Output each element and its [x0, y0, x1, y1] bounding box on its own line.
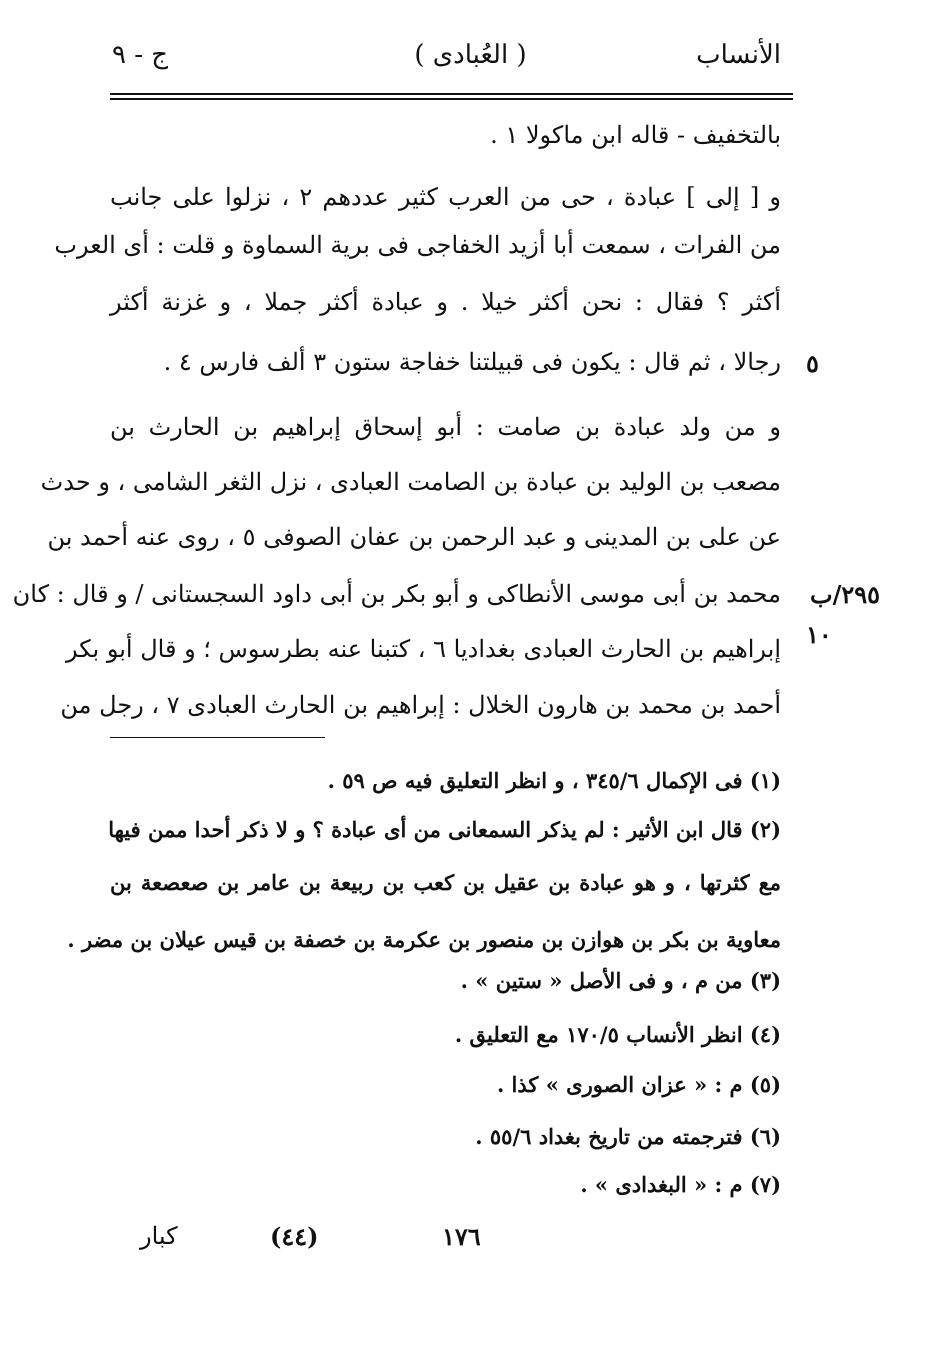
footnote-6: (٦) فترجمته من تاريخ بغداد ٥٥/٦ . — [475, 1124, 781, 1149]
body-line-8: عن على بن المدينى و عبد الرحمن بن عفان الصوفى ٥ ، روى عنه أحمد بن — [47, 523, 781, 551]
footnote-separator — [110, 737, 325, 738]
footnote-2: (٢) قال ابن الأثير : لم يذكر السمعانى من أى عبادة ؟ و لا ذكر أحدا ممن فيها — [108, 817, 781, 842]
body-line-10: إبراهيم بن الحارث العبادى بغداديا ٦ ، كتبنا عنه بطرسوس ؛ و قال أبو بكر — [66, 635, 781, 663]
footnote-2-cont-1: مع كثرتها ، و هو عبادة بن عقيل بن كعب بن ربيعة بن عامر بن صعصعة بن — [110, 870, 781, 895]
sheet-number: (٤٤) — [270, 1222, 319, 1251]
body-line-3: من الفرات ، سمعت أبا أزيد الخفاجى فى برية السماوة و قلت : أى العرب — [54, 231, 781, 259]
body-line-2: و [ إلى ] عبادة ، حى من العرب كثير عددهم ٢ ، نزلوا على جانب — [110, 183, 781, 211]
margin-line-5: ٥ — [806, 349, 819, 378]
volume-number: ج - ٩ — [112, 40, 169, 70]
footnote-4: (٤) انظر الأنساب ١٧٠/٥ مع التعليق . — [454, 1022, 781, 1047]
body-line-7: مصعب بن الوليد بن عبادة بن الصامت العبادى ، نزل الثغر الشامى ، و حدث — [40, 468, 781, 496]
footnote-7: (٧) م : « البغدادى » . — [580, 1172, 781, 1197]
body-line-9: محمد بن أبى موسى الأنطاكى و أبو بكر بن أبى داود السجستانى / و قال : كان — [12, 580, 781, 608]
margin-line-10: ١٠ — [806, 620, 832, 649]
header-rule-bottom — [110, 98, 793, 100]
signature-word: كبار — [140, 1222, 178, 1250]
footnote-5: (٥) م : « عزان الصورى » كذا . — [496, 1072, 781, 1097]
body-line-6: و من ولد عبادة بن صامت : أبو إسحاق إبراهيم بن الحارث بن — [110, 413, 781, 441]
page-number: ١٧٦ — [442, 1222, 481, 1251]
book-title: الأنساب — [696, 40, 781, 70]
margin-folio: ٢٩٥/ب — [810, 580, 881, 609]
header-rule-top — [110, 93, 793, 95]
footnote-3: (٣) من م ، و فى الأصل « ستين » . — [460, 968, 781, 993]
body-line-5: رجالا ، ثم قال : يكون فى قبيلتنا خفاجة ستون ٣ ألف فارس ٤ . — [163, 348, 781, 376]
body-line-1: بالتخفيف - قاله ابن ماكولا ١ . — [490, 121, 781, 149]
footnote-1: (١) فى الإكمال ٣٤٥/٦ ، و انظر التعليق فيه ص ٥٩ . — [327, 768, 781, 793]
body-line-4: أكثر ؟ فقال : نحن أكثر خيلا . و عبادة أكثر جملا ، و غزنة أكثر — [110, 288, 781, 316]
section-title: ( العُبادى ) — [414, 40, 527, 70]
body-line-11: أحمد بن محمد بن هارون الخلال : إبراهيم بن الحارث العبادى ٧ ، رجل من — [60, 691, 781, 719]
footnote-2-cont-2: معاوية بن بكر بن هوازن بن منصور بن عكرمة بن خصفة بن قيس عيلان بن مضر . — [67, 927, 781, 952]
